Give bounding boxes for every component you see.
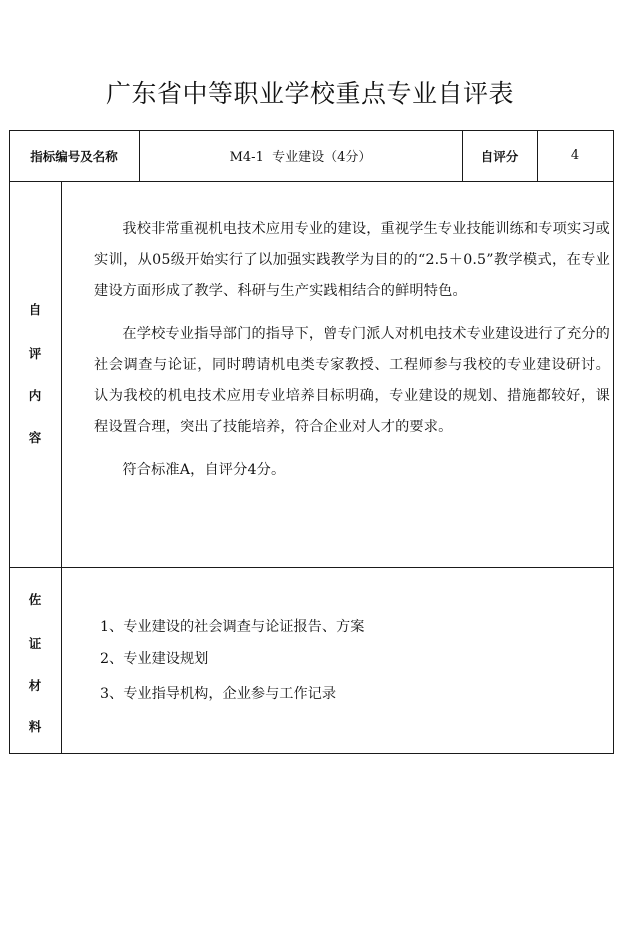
content-row-divider: [9, 567, 614, 568]
page-title: 广东省中等职业学校重点专业自评表: [105, 79, 514, 108]
evidence-label-char: 佐: [28, 592, 42, 607]
content-label-char: 自: [28, 302, 42, 317]
evidence-section-label: [9, 590, 61, 740]
content-paragraph: 符合标准A，自评分4分。: [122, 462, 286, 478]
content-section-label: [9, 300, 61, 450]
content-label-char: 容: [28, 430, 42, 445]
content-label-char: 评: [28, 346, 42, 361]
header-row-divider: [9, 181, 614, 182]
indicator-label: 指标编号及名称: [30, 148, 118, 164]
indicator-value: M4-1 专业建设（4分）: [229, 150, 372, 165]
content-paragraph: 我校非常重视机电技术应用专业的建设，重视学生专业技能训练和专项实习或实训，从05级开始实行了以加强实践教学为目的的“2.5＋0.5”教学模式，在专业建设方面形成了教学、科研与生产实践相结合的鲜明特色。: [94, 221, 610, 299]
label-column-divider: [61, 181, 62, 753]
content-paragraph: 在学校专业指导部门的指导下，曾专门派人对机电技术专业建设进行了充分的社会调查与论证，同时聘请机电类专家教授、工程师参与我校的专业建设研讨。认为我校的机电技术应用专业培养目标明确，专业建设的规划、措施都较好，课程设置合理，突出了技能培养，符合企业对人才的要求。: [94, 326, 610, 435]
content-text: [94, 214, 610, 486]
score-value: 4: [570, 148, 580, 163]
evidence-item: 3、专业指导机构，企业参与工作记录: [100, 686, 337, 702]
evidence-label-char: 证: [28, 636, 42, 651]
table-border-bottom: [9, 753, 614, 754]
table-border-right: [613, 130, 614, 754]
evidence-label-char: 料: [28, 719, 42, 734]
evidence-item: 1、专业建设的社会调查与论证报告、方案: [100, 619, 365, 635]
score-label: 自评分: [480, 148, 519, 164]
content-label-char: 内: [28, 388, 42, 403]
evidence-item: 2、专业建设规划: [100, 651, 209, 667]
evidence-label-char: 材: [28, 678, 42, 693]
